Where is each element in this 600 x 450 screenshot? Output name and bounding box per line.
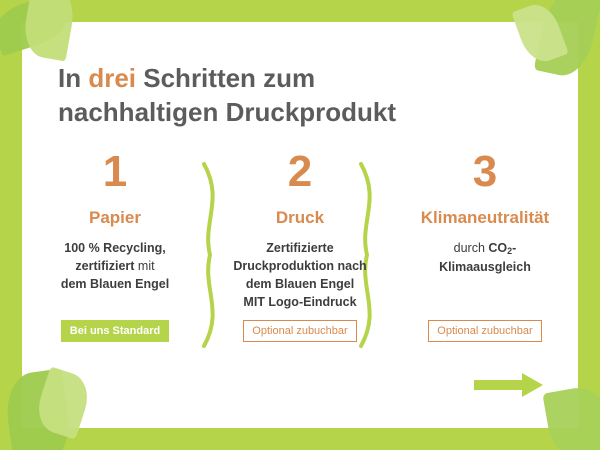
step2-desc-line1: Zertifizierte — [266, 241, 334, 255]
step-column-3 — [410, 147, 560, 312]
step-description — [225, 239, 375, 312]
step3-desc-durch: durch — [453, 241, 489, 255]
step-number: 3 — [472, 147, 498, 196]
status-badge-step3: Optional zubuchbar — [428, 320, 541, 342]
headline-post: Schritten zum — [136, 63, 316, 93]
badges-container — [40, 320, 560, 342]
step-title: Klimaneutralität — [420, 208, 550, 227]
step-column-2 — [225, 147, 375, 312]
step3-desc-line2: Klimaausgleich — [439, 260, 531, 275]
headline-accent: drei — [88, 63, 137, 93]
step3-desc-co2-sub: 2 — [507, 246, 513, 256]
step-title: Druck — [275, 208, 325, 227]
badge-wrap-1 — [40, 320, 190, 342]
badge-wrap-3 — [410, 320, 560, 342]
status-badge-step2: Optional zubuchbar — [243, 320, 356, 342]
steps-container — [40, 147, 560, 312]
page-title — [58, 62, 538, 130]
status-badge-step1: Bei uns Standard — [61, 320, 169, 342]
step-description — [410, 239, 560, 276]
step-number: 1 — [102, 147, 128, 196]
step1-desc-line1: 100 % Recycling, — [64, 241, 166, 255]
headline-line2: nachhaltigen Druckprodukt — [58, 96, 397, 127]
step3-desc-co2: CO — [488, 241, 508, 255]
badge-wrap-2 — [225, 320, 375, 342]
step3-desc-dash: - — [512, 241, 517, 255]
step-column-1 — [40, 147, 190, 312]
step2-desc-line4: MIT Logo-Eindruck — [243, 295, 357, 310]
step-number: 2 — [287, 147, 313, 196]
step2-desc-line3: dem Blauen Engel — [245, 277, 355, 292]
step-description — [40, 239, 190, 293]
arrow-right-icon — [474, 372, 544, 398]
step1-desc-line2-bold: zertifiziert — [75, 259, 138, 274]
step2-desc-line2: Druckproduktion nach — [233, 259, 367, 274]
step1-desc-line2-thin: mit — [137, 259, 155, 274]
headline-pre: In — [58, 63, 89, 93]
step1-desc-line3: dem Blauen Engel — [60, 277, 170, 292]
step-title: Papier — [89, 208, 141, 227]
